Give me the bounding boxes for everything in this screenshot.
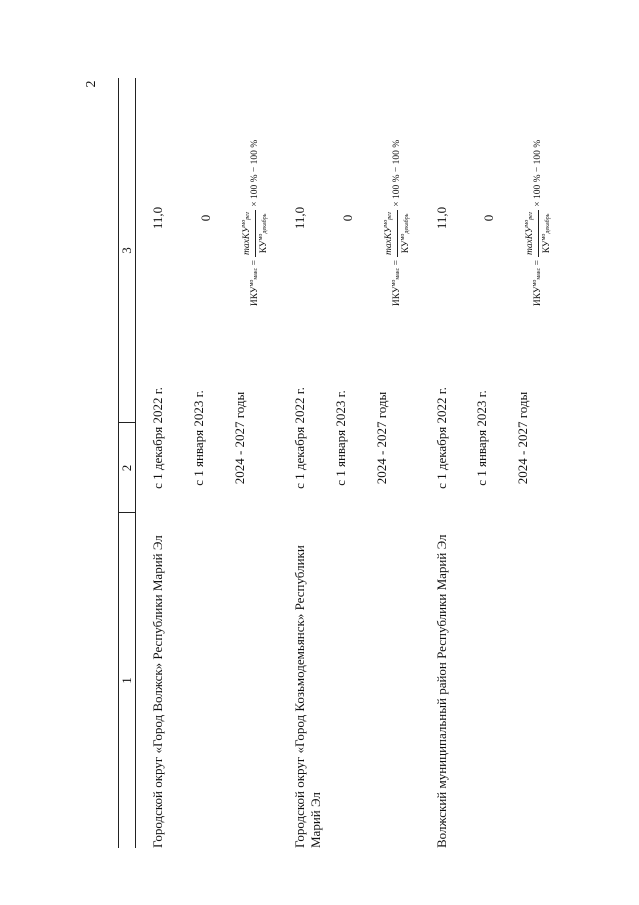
- org-name: Городской округ «Город Волжск» Республики Марий Эл: [150, 535, 165, 848]
- index-formula: $ИКУ^{мо}макс$ = maxКУ$^{мо}$рег $КУ^{мо}декабрь$ × 100 % − 100 %: [383, 139, 411, 307]
- header-bottom-rule: [135, 78, 136, 848]
- org-name: Городской округ «Город Козьмодемьянск» Республики Марий Эл: [292, 545, 323, 848]
- period-date: 2024 - 2027 годы: [374, 391, 389, 485]
- index-formula: $ИКУ^{мо}макс$ = maxКУ$^{мо}$рег $КУ^{мо}декабрь$ × 100 % − 100 %: [241, 139, 269, 307]
- formula-fraction: maxКУ$^{мо}$рег $КУ^{мо}декабрь$: [524, 211, 552, 256]
- period-date: с 1 января 2023 г.: [474, 390, 489, 486]
- org-name: Волжский муниципальный район Республики Марий Эл: [434, 534, 449, 848]
- formula-tail: × 100 % − 100 %: [533, 139, 543, 207]
- period-date: с 1 декабря 2022 г.: [434, 387, 449, 489]
- period-date: с 1 декабря 2022 г.: [150, 387, 165, 489]
- period-value: 0: [481, 214, 496, 222]
- page-number: 2: [84, 80, 99, 88]
- formula-fraction: maxКУ$^{мо}$рег $КУ^{мо}декабрь$: [383, 211, 411, 256]
- period-value: 0: [198, 214, 213, 222]
- header-col-1: 1: [119, 677, 134, 684]
- index-formula: $ИКУ^{мо}макс$ = maxКУ$^{мо}$рег $КУ^{мо}декабрь$ × 100 % − 100 %: [524, 139, 552, 307]
- period-date: 2024 - 2027 годы: [515, 391, 530, 485]
- formula-lhs: $ИКУ^{мо}макс$: [391, 267, 403, 307]
- formula-lhs: $ИКУ^{мо}макс$: [249, 267, 261, 307]
- rotated-table: [118, 78, 552, 848]
- formula-tail: × 100 % − 100 %: [250, 139, 260, 207]
- formula-tail: × 100 % − 100 %: [392, 139, 402, 207]
- period-date: с 1 января 2023 г.: [333, 390, 348, 486]
- period-value: 0: [340, 214, 355, 222]
- period-date: с 1 января 2023 г.: [191, 390, 206, 486]
- period-date: 2024 - 2027 годы: [232, 391, 247, 485]
- formula-fraction: maxКУ$^{мо}$рег $КУ^{мо}декабрь$: [241, 211, 269, 256]
- header-col-3: 3: [119, 247, 134, 254]
- period-value: 11,0: [434, 206, 449, 230]
- formula-lhs: $ИКУ^{мо}макс$: [532, 267, 544, 307]
- period-value: 11,0: [292, 206, 307, 230]
- header-col-2: 2: [119, 464, 134, 472]
- period-date: с 1 декабря 2022 г.: [292, 387, 307, 489]
- period-value: 11,0: [150, 206, 165, 230]
